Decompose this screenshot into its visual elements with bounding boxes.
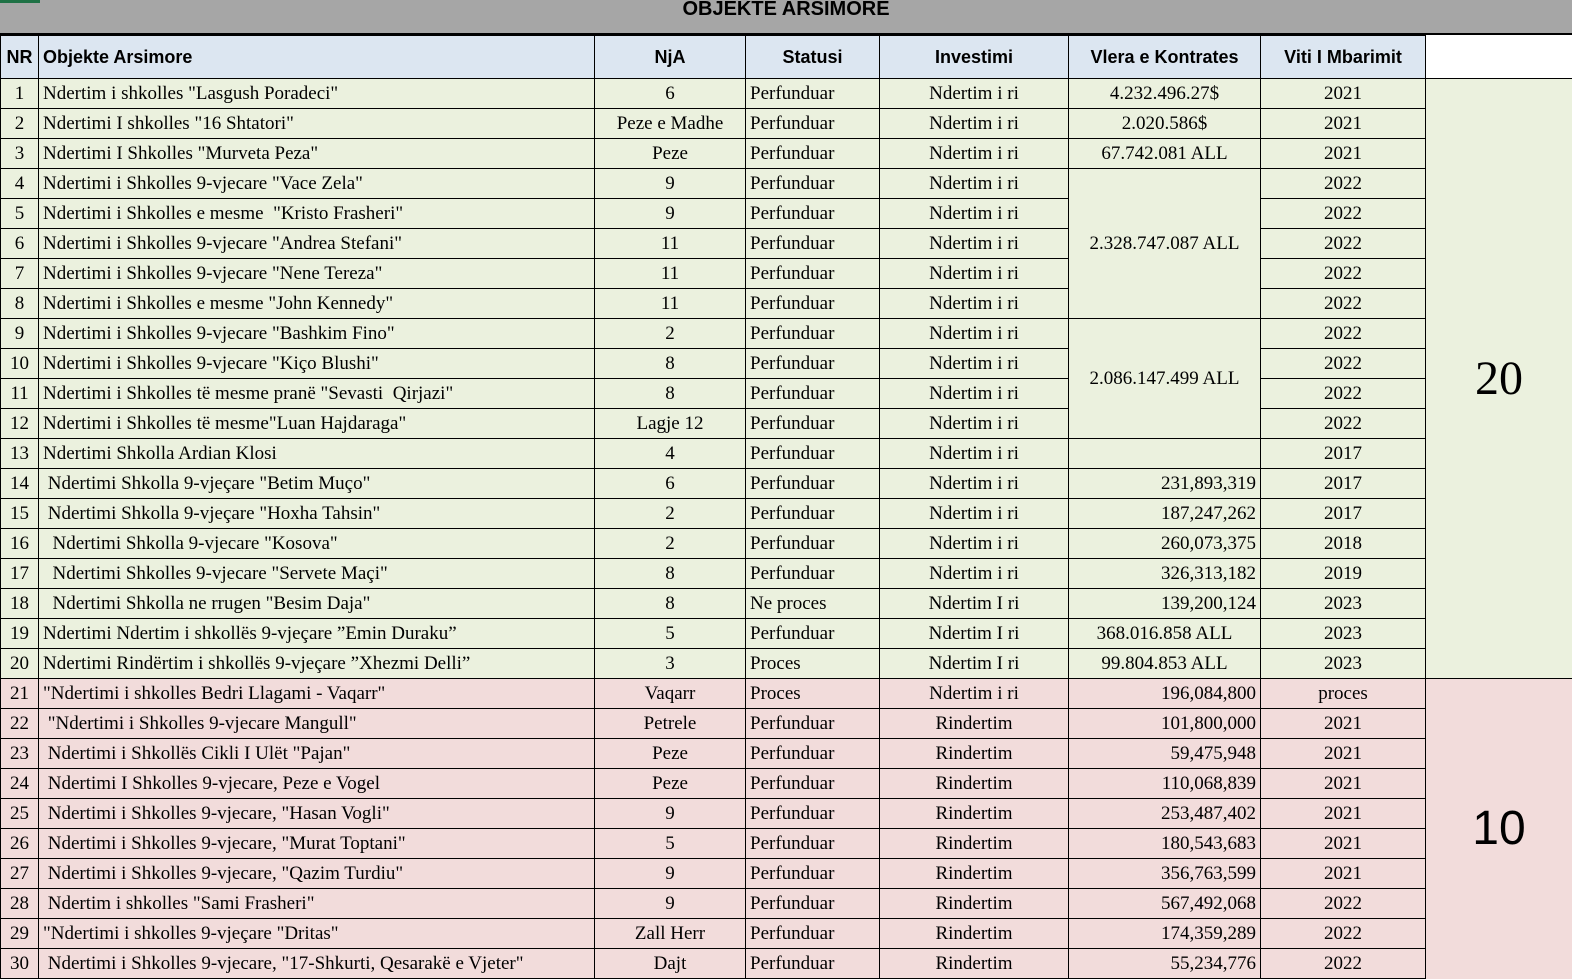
cell-statusi[interactable]: Perfunduar xyxy=(746,829,880,859)
cell-statusi[interactable]: Perfunduar xyxy=(746,319,880,349)
header-row xyxy=(1,36,1572,79)
header-nr[interactable]: NR xyxy=(1,36,39,79)
cell-nja[interactable]: 2 xyxy=(595,499,746,529)
cell-investimi[interactable]: Ndertim i ri xyxy=(880,469,1069,499)
cell-investimi[interactable]: Ndertim i ri xyxy=(880,229,1069,259)
cell-statusi[interactable]: Perfunduar xyxy=(746,709,880,739)
cell-objekt[interactable]: Ndertimi i Shkolles 9-vjecare "Andrea Stefani" xyxy=(39,229,595,259)
cell-objekt[interactable]: Ndertimi i Shkolles 9-vjecare "Vace Zela" xyxy=(39,169,595,199)
cell-viti[interactable]: 2022 xyxy=(1261,229,1426,259)
table-row xyxy=(1,439,1572,469)
cell-vlera[interactable]: 368.016.858 ALL xyxy=(1069,619,1261,649)
cell-viti[interactable]: 2021 xyxy=(1261,139,1426,169)
cell-viti[interactable]: 2022 xyxy=(1261,889,1426,919)
cell-viti[interactable]: 2021 xyxy=(1261,79,1426,109)
table-row xyxy=(1,349,1572,379)
cell-viti[interactable]: 2022 xyxy=(1261,319,1426,349)
cell-vlera[interactable]: 110,068,839 xyxy=(1069,769,1261,799)
cell-investimi[interactable]: Ndertim i ri xyxy=(880,319,1069,349)
cell-investimi[interactable]: Ndertim i ri xyxy=(880,529,1069,559)
cell-vlera[interactable]: 196,084,800 xyxy=(1069,679,1261,709)
cell-statusi[interactable]: Perfunduar xyxy=(746,799,880,829)
cell-viti[interactable]: 2022 xyxy=(1261,199,1426,229)
cell-objekt[interactable]: Ndertim i shkolles "Sami Frasheri" xyxy=(39,889,595,919)
cell-viti[interactable]: 2021 xyxy=(1261,859,1426,889)
cell-viti[interactable]: 2018 xyxy=(1261,529,1426,559)
sheet-title: OBJEKTE ARSIMORE xyxy=(682,0,889,20)
cell-vlera[interactable]: 180,543,683 xyxy=(1069,829,1261,859)
cell-objekt[interactable]: Ndertimi Shkolla Ardian Klosi xyxy=(39,439,595,469)
cell-nja[interactable]: 8 xyxy=(595,559,746,589)
table-row xyxy=(1,769,1572,799)
cell-investimi[interactable]: Ndertim i ri xyxy=(880,559,1069,589)
cell-viti[interactable]: 2022 xyxy=(1261,169,1426,199)
table-row xyxy=(1,199,1572,229)
cell-objekt[interactable]: Ndertimi Rindërtim i shkollës 9-vjeçare ”Xhezmi Delli” xyxy=(39,649,595,679)
cell-objekt[interactable]: Ndertimi i Shkolles 9-vjecare "Nene Tereza" xyxy=(39,259,595,289)
cell-nja[interactable]: Peze xyxy=(595,739,746,769)
cell-statusi[interactable]: Perfunduar xyxy=(746,769,880,799)
table-row xyxy=(1,739,1572,769)
cell-statusi[interactable]: Perfunduar xyxy=(746,619,880,649)
cell-viti[interactable]: 2022 xyxy=(1261,289,1426,319)
table-row xyxy=(1,559,1572,589)
cell-nja[interactable]: Peze xyxy=(595,769,746,799)
cell-statusi[interactable]: Proces xyxy=(746,649,880,679)
cell-investimi[interactable]: Rindertim xyxy=(880,919,1069,949)
group-count-green: 20 xyxy=(1426,79,1572,679)
cell-vlera-merged[interactable]: 2.086.147.499 ALL xyxy=(1069,319,1261,439)
header-nja[interactable]: NjA xyxy=(595,36,746,79)
cell-nja[interactable]: Peze e Madhe xyxy=(595,109,746,139)
cell-nr[interactable]: 18 xyxy=(1,589,39,619)
cell-vlera[interactable]: 231,893,319 xyxy=(1069,469,1261,499)
cell-investimi[interactable]: Ndertim i ri xyxy=(880,139,1069,169)
cell-investimi[interactable]: Ndertim i ri xyxy=(880,199,1069,229)
cell-statusi[interactable]: Perfunduar xyxy=(746,169,880,199)
cell-viti[interactable]: 2021 xyxy=(1261,799,1426,829)
table-row xyxy=(1,619,1572,649)
header-objekte[interactable]: Objekte Arsimore xyxy=(39,36,595,79)
cell-statusi[interactable]: Perfunduar xyxy=(746,199,880,229)
cell-nja[interactable]: Dajt xyxy=(595,949,746,979)
cell-objekt[interactable]: Ndertimi I shkolles "16 Shtatori" xyxy=(39,109,595,139)
cell-investimi[interactable]: Rindertim xyxy=(880,889,1069,919)
cell-viti[interactable]: 2023 xyxy=(1261,619,1426,649)
cell-vlera[interactable] xyxy=(1069,439,1261,469)
cell-vlera[interactable]: 260,073,375 xyxy=(1069,529,1261,559)
table-row xyxy=(1,589,1572,619)
cell-vlera[interactable]: 55,234,776 xyxy=(1069,949,1261,979)
cell-objekt[interactable]: Ndertimi i Shkolles e mesme "Kristo Frasheri" xyxy=(39,199,595,229)
table-row xyxy=(1,409,1572,439)
header-viti[interactable]: Viti I Mbarimit xyxy=(1261,36,1426,79)
cell-nr[interactable]: 30 xyxy=(1,949,39,979)
cell-nja[interactable]: Petrele xyxy=(595,709,746,739)
cell-investimi[interactable]: Ndertim i ri xyxy=(880,109,1069,139)
cell-investimi[interactable]: Ndertim i ri xyxy=(880,169,1069,199)
cell-nr[interactable]: 8 xyxy=(1,289,39,319)
cell-viti[interactable]: 2021 xyxy=(1261,109,1426,139)
cell-objekt[interactable]: Ndertimi Shkolles 9-vjecare "Servete Maçi" xyxy=(39,559,595,589)
cell-investimi[interactable]: Rindertim xyxy=(880,769,1069,799)
cell-nr[interactable]: 20 xyxy=(1,649,39,679)
cell-nja[interactable]: 8 xyxy=(595,379,746,409)
cell-nr[interactable]: 25 xyxy=(1,799,39,829)
cell-viti[interactable]: 2017 xyxy=(1261,469,1426,499)
cell-objekt[interactable]: Ndertimi Ndertim i shkollës 9-vjeçare ”Emin Duraku” xyxy=(39,619,595,649)
cell-objekt[interactable]: Ndertimi i Shkolles 9-vjecare, "Qazim Turdiu" xyxy=(39,859,595,889)
cell-viti[interactable]: 2023 xyxy=(1261,589,1426,619)
cell-nr[interactable]: 10 xyxy=(1,349,39,379)
cell-vlera[interactable]: 59,475,948 xyxy=(1069,739,1261,769)
cell-statusi[interactable]: Perfunduar xyxy=(746,469,880,499)
cell-nja[interactable]: 11 xyxy=(595,259,746,289)
table-row xyxy=(1,79,1572,109)
cell-viti[interactable]: 2022 xyxy=(1261,949,1426,979)
cell-viti[interactable]: 2022 xyxy=(1261,349,1426,379)
cell-statusi[interactable]: Perfunduar xyxy=(746,349,880,379)
cell-nja[interactable]: 8 xyxy=(595,589,746,619)
cell-investimi[interactable]: Rindertim xyxy=(880,859,1069,889)
cell-vlera[interactable]: 174,359,289 xyxy=(1069,919,1261,949)
cell-nja[interactable]: Lagje 12 xyxy=(595,409,746,439)
cell-objekt[interactable]: Ndertimi Shkolla ne rrugen "Besim Daja" xyxy=(39,589,595,619)
table-row xyxy=(1,289,1572,319)
cell-investimi[interactable]: Rindertim xyxy=(880,829,1069,859)
cell-nja[interactable]: 4 xyxy=(595,439,746,469)
cell-nr[interactable]: 13 xyxy=(1,439,39,469)
cell-nja[interactable]: Zall Herr xyxy=(595,919,746,949)
table-row xyxy=(1,139,1572,169)
cell-statusi[interactable]: Perfunduar xyxy=(746,139,880,169)
cell-viti[interactable]: 2021 xyxy=(1261,829,1426,859)
table-row xyxy=(1,319,1572,349)
cell-nr[interactable]: 21 xyxy=(1,679,39,709)
table-row xyxy=(1,169,1572,199)
cell-statusi[interactable]: Perfunduar xyxy=(746,859,880,889)
cell-statusi[interactable]: Perfunduar xyxy=(746,889,880,919)
header-blank xyxy=(1426,36,1572,79)
table-row xyxy=(1,499,1572,529)
cell-nr[interactable]: 27 xyxy=(1,859,39,889)
cell-viti[interactable]: 2022 xyxy=(1261,409,1426,439)
sheet-title-bar xyxy=(0,0,1572,35)
cell-objekt[interactable]: Ndertimi i Shkolles 9-vjecare "Bashkim Fino" xyxy=(39,319,595,349)
header-vlera[interactable]: Vlera e Kontrates xyxy=(1069,36,1261,79)
cell-investimi[interactable]: Ndertim i ri xyxy=(880,499,1069,529)
table-row xyxy=(1,679,1572,709)
table-row xyxy=(1,919,1572,949)
cell-nr[interactable]: 2 xyxy=(1,109,39,139)
active-cell-marker xyxy=(0,0,40,3)
cell-statusi[interactable]: Proces xyxy=(746,679,880,709)
table-row xyxy=(1,949,1572,979)
cell-nja[interactable]: 5 xyxy=(595,619,746,649)
schools-table xyxy=(0,35,1572,979)
cell-nr[interactable]: 7 xyxy=(1,259,39,289)
cell-nr[interactable]: 11 xyxy=(1,379,39,409)
cell-nr[interactable]: 6 xyxy=(1,229,39,259)
cell-objekt[interactable]: Ndertimi I Shkolles "Murveta Peza" xyxy=(39,139,595,169)
cell-viti[interactable]: 2017 xyxy=(1261,499,1426,529)
cell-objekt[interactable]: Ndertimi Shkolla 9-vjeçare "Betim Muço" xyxy=(39,469,595,499)
cell-investimi[interactable]: Ndertim i ri xyxy=(880,379,1069,409)
cell-nr[interactable]: 24 xyxy=(1,769,39,799)
table-row xyxy=(1,709,1572,739)
cell-investimi[interactable]: Ndertim i ri xyxy=(880,409,1069,439)
cell-objekt[interactable]: Ndertimi i Shkolles e mesme "John Kennedy" xyxy=(39,289,595,319)
cell-viti[interactable]: 2021 xyxy=(1261,709,1426,739)
cell-viti[interactable]: 2022 xyxy=(1261,259,1426,289)
cell-nr[interactable]: 12 xyxy=(1,409,39,439)
cell-nr[interactable]: 15 xyxy=(1,499,39,529)
cell-investimi[interactable]: Rindertim xyxy=(880,739,1069,769)
cell-objekt[interactable]: Ndertimi Shkolla 9-vjeçare "Hoxha Tahsin" xyxy=(39,499,595,529)
cell-statusi[interactable]: Ne proces xyxy=(746,589,880,619)
cell-investimi[interactable]: Ndertim i ri xyxy=(880,349,1069,379)
cell-nja[interactable]: 9 xyxy=(595,889,746,919)
cell-nr[interactable]: 3 xyxy=(1,139,39,169)
cell-objekt[interactable]: Ndertimi I Shkolles 9-vjecare, Peze e Vogel xyxy=(39,769,595,799)
cell-vlera[interactable]: 99.804.853 ALL xyxy=(1069,649,1261,679)
cell-objekt[interactable]: Ndertimi i Shkolles 9-vjecare "Kiço Blushi" xyxy=(39,349,595,379)
cell-viti[interactable]: 2019 xyxy=(1261,559,1426,589)
cell-objekt[interactable]: "Ndertimi i shkolles 9-vjeçare "Dritas" xyxy=(39,919,595,949)
cell-investimi[interactable]: Ndertim i ri xyxy=(880,439,1069,469)
cell-objekt[interactable]: Ndertimi i Shkolles të mesme pranë "Sevasti Qirjazi" xyxy=(39,379,595,409)
cell-nr[interactable]: 14 xyxy=(1,469,39,499)
cell-nja[interactable]: 6 xyxy=(595,79,746,109)
cell-nja[interactable]: Peze xyxy=(595,139,746,169)
table-row xyxy=(1,649,1572,679)
cell-nr[interactable]: 9 xyxy=(1,319,39,349)
cell-vlera[interactable]: 187,247,262 xyxy=(1069,499,1261,529)
cell-nja[interactable]: 11 xyxy=(595,289,746,319)
cell-nja[interactable]: 11 xyxy=(595,229,746,259)
table-row xyxy=(1,829,1572,859)
cell-nja[interactable]: 2 xyxy=(595,319,746,349)
cell-nja[interactable]: Vaqarr xyxy=(595,679,746,709)
group-count-pink: 10 xyxy=(1426,679,1572,979)
table-row xyxy=(1,859,1572,889)
cell-viti[interactable]: proces xyxy=(1261,679,1426,709)
cell-statusi[interactable]: Perfunduar xyxy=(746,439,880,469)
cell-vlera[interactable]: 101,800,000 xyxy=(1069,709,1261,739)
cell-nja[interactable]: 9 xyxy=(595,169,746,199)
cell-statusi[interactable]: Perfunduar xyxy=(746,499,880,529)
cell-vlera[interactable]: 326,313,182 xyxy=(1069,559,1261,589)
cell-investimi[interactable]: Rindertim xyxy=(880,949,1069,979)
table-row xyxy=(1,469,1572,499)
cell-statusi[interactable]: Perfunduar xyxy=(746,739,880,769)
cell-investimi[interactable]: Ndertim i ri xyxy=(880,79,1069,109)
table-body xyxy=(1,79,1572,979)
cell-vlera[interactable]: 253,487,402 xyxy=(1069,799,1261,829)
cell-objekt[interactable]: Ndertimi i Shkollës Cikli I Ulët "Pajan" xyxy=(39,739,595,769)
cell-investimi[interactable]: Ndertim I ri xyxy=(880,619,1069,649)
cell-nr[interactable]: 29 xyxy=(1,919,39,949)
cell-nja[interactable]: 2 xyxy=(595,529,746,559)
cell-viti[interactable]: 2022 xyxy=(1261,919,1426,949)
cell-nr[interactable]: 16 xyxy=(1,529,39,559)
cell-vlera[interactable]: 356,763,599 xyxy=(1069,859,1261,889)
cell-vlera[interactable]: 567,492,068 xyxy=(1069,889,1261,919)
cell-objekt[interactable]: "Ndertimi i shkolles Bedri Llagami - Vaqarr" xyxy=(39,679,595,709)
cell-investimi[interactable]: Ndertim i ri xyxy=(880,289,1069,319)
cell-viti[interactable]: 2021 xyxy=(1261,739,1426,769)
cell-nja[interactable]: 9 xyxy=(595,799,746,829)
cell-vlera[interactable]: 67.742.081 ALL xyxy=(1069,139,1261,169)
cell-objekt[interactable]: Ndertimi i Shkolles 9-vjecare, "Murat Toptani" xyxy=(39,829,595,859)
cell-investimi[interactable]: Ndertim i ri xyxy=(880,259,1069,289)
cell-objekt[interactable]: Ndertimi i Shkolles 9-vjecare, "17-Shkurti, Qesarakë e Vjeter" xyxy=(39,949,595,979)
cell-statusi[interactable]: Perfunduar xyxy=(746,289,880,319)
cell-nja[interactable]: 9 xyxy=(595,859,746,889)
table-row xyxy=(1,379,1572,409)
table-row xyxy=(1,529,1572,559)
cell-viti[interactable]: 2023 xyxy=(1261,649,1426,679)
cell-viti[interactable]: 2022 xyxy=(1261,379,1426,409)
cell-statusi[interactable]: Perfunduar xyxy=(746,109,880,139)
cell-objekt[interactable]: Ndertimi i Shkolles të mesme"Luan Hajdaraga" xyxy=(39,409,595,439)
table-row xyxy=(1,109,1572,139)
cell-statusi[interactable]: Perfunduar xyxy=(746,919,880,949)
table-row xyxy=(1,799,1572,829)
cell-viti[interactable]: 2021 xyxy=(1261,769,1426,799)
cell-statusi[interactable]: Perfunduar xyxy=(746,259,880,289)
cell-nr[interactable]: 4 xyxy=(1,169,39,199)
cell-nr[interactable]: 28 xyxy=(1,889,39,919)
cell-investimi[interactable]: Ndertim i ri xyxy=(880,679,1069,709)
cell-nr[interactable]: 23 xyxy=(1,739,39,769)
cell-objekt[interactable]: "Ndertimi i Shkolles 9-vjecare Mangull" xyxy=(39,709,595,739)
cell-nr[interactable]: 19 xyxy=(1,619,39,649)
cell-statusi[interactable]: Perfunduar xyxy=(746,409,880,439)
cell-statusi[interactable]: Perfunduar xyxy=(746,229,880,259)
table-row xyxy=(1,259,1572,289)
cell-nr[interactable]: 17 xyxy=(1,559,39,589)
cell-investimi[interactable]: Rindertim xyxy=(880,709,1069,739)
cell-nr[interactable]: 26 xyxy=(1,829,39,859)
header-investimi[interactable]: Investimi xyxy=(880,36,1069,79)
cell-vlera-merged[interactable]: 2.328.747.087 ALL xyxy=(1069,169,1261,319)
cell-vlera[interactable]: 2.020.586$ xyxy=(1069,109,1261,139)
cell-nja[interactable]: 8 xyxy=(595,349,746,379)
cell-objekt[interactable]: Ndertim i shkolles "Lasgush Poradeci" xyxy=(39,79,595,109)
cell-nr[interactable]: 22 xyxy=(1,709,39,739)
cell-statusi[interactable]: Perfunduar xyxy=(746,79,880,109)
header-statusi[interactable]: Statusi xyxy=(746,36,880,79)
cell-viti[interactable]: 2017 xyxy=(1261,439,1426,469)
cell-nja[interactable]: 6 xyxy=(595,469,746,499)
cell-nr[interactable]: 1 xyxy=(1,79,39,109)
cell-nja[interactable]: 9 xyxy=(595,199,746,229)
cell-objekt[interactable]: Ndertimi Shkolla 9-vjecare "Kosova" xyxy=(39,529,595,559)
cell-objekt[interactable]: Ndertimi i Shkolles 9-vjecare, "Hasan Vogli" xyxy=(39,799,595,829)
cell-investimi[interactable]: Ndertim I ri xyxy=(880,649,1069,679)
cell-statusi[interactable]: Perfunduar xyxy=(746,559,880,589)
cell-nja[interactable]: 5 xyxy=(595,829,746,859)
cell-investimi[interactable]: Rindertim xyxy=(880,799,1069,829)
cell-vlera[interactable]: 4.232.496.27$ xyxy=(1069,79,1261,109)
cell-nr[interactable]: 5 xyxy=(1,199,39,229)
cell-statusi[interactable]: Perfunduar xyxy=(746,949,880,979)
cell-statusi[interactable]: Perfunduar xyxy=(746,529,880,559)
cell-vlera[interactable]: 139,200,124 xyxy=(1069,589,1261,619)
cell-nja[interactable]: 3 xyxy=(595,649,746,679)
table-row xyxy=(1,229,1572,259)
cell-statusi[interactable]: Perfunduar xyxy=(746,379,880,409)
table-row xyxy=(1,889,1572,919)
cell-investimi[interactable]: Ndertim I ri xyxy=(880,589,1069,619)
